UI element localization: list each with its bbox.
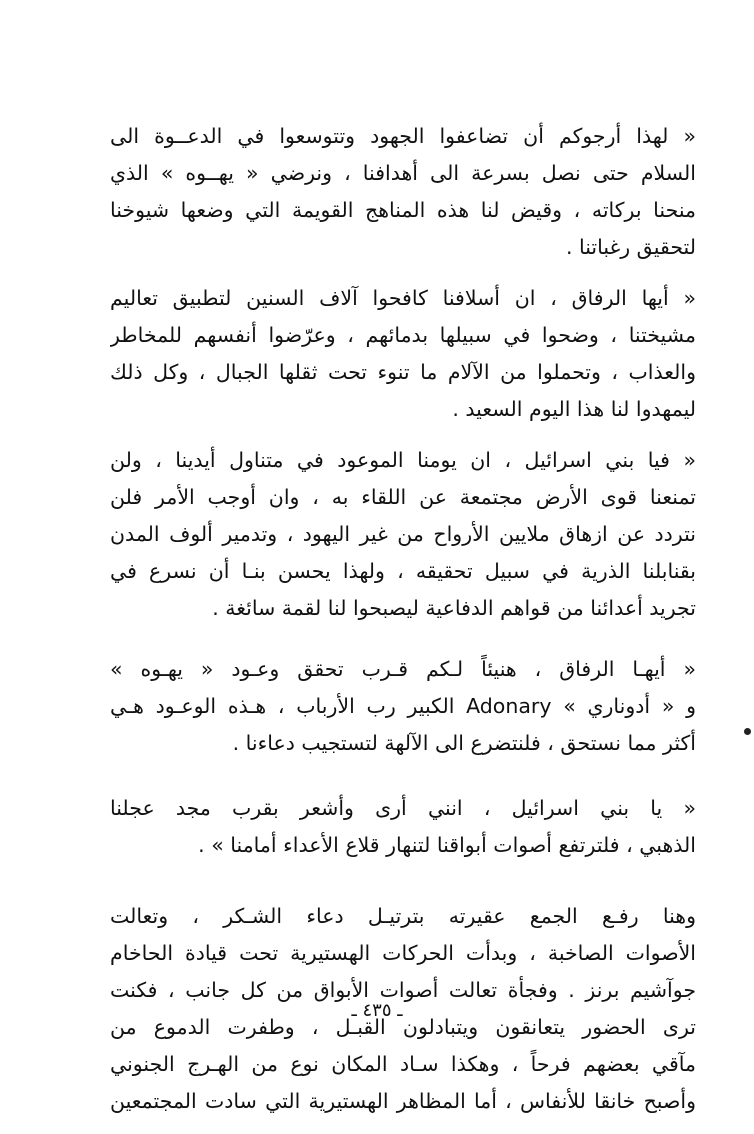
text-line: منحنا بركاته ، وقيض لنا هذه المناهج القويمة التي وضعها شيوخنا — [110, 198, 696, 222]
text-line: « لهذا أرجوكم أن تضاعفوا الجهود وتتوسعوا في الدعــوة الى — [110, 124, 696, 148]
text-line: « أيها الرفاق ، ان أسلافنا كافحوا آلاف السنين لتطبيق تعاليم — [110, 286, 696, 310]
text-line: الأصوات الصاخبة ، وبدأت الحركات الهستيرية تحت قيادة الحاخام — [110, 941, 696, 965]
text-line: و « أدوناري » Adonary الكبير رب الأرباب ، هـذه الوعـود هـي — [110, 694, 696, 718]
paragraph-4 — [110, 651, 696, 762]
text-line: وأصبح خانقا للأنفاس ، أما المظاهر الهستيرية التي سادت المجتمعين — [110, 1089, 696, 1113]
page-number: ـ ٤٣٥ ـ — [351, 1000, 403, 1021]
paragraph-2 — [110, 280, 696, 428]
text-line: بقنابلنا الذرية في سبيل تحقيقه ، ولهذا يحسن بنـا أن نسرع في — [110, 559, 696, 583]
text-line: الذهبي ، فلترتفع أصوات أبواقنا لتنهار قلاع الأعداء أمامنا » . — [198, 833, 696, 857]
text-line: وهنا رفـع الجمع عقيرته بترتيـل دعاء الشـكر ، وتعالت — [110, 904, 696, 928]
text-line: والعذاب ، وتحملوا من الآلام ما تنوء تحت ثقلها الجبال ، وكل ذلك — [110, 360, 696, 384]
text-line: « أيهـا الرفاق ، هنيئاً لـكم قـرب تحقق وعـود « يهـوه » — [110, 657, 696, 681]
text-line: مشيختنا ، وضحوا في سبيلها بدمائهم ، وعرّضوا أنفسهم للمخاطر — [110, 323, 696, 347]
text-line: تجريد أعدائنا من قواهم الدفاعية ليصبحوا لنا لقمة سائغة . — [212, 596, 696, 620]
text-line: « فيا بني اسرائيل ، ان يومنا الموعود في متناول أيدينا ، ولن — [110, 448, 696, 472]
paragraph-5 — [110, 790, 696, 864]
text-line: جوآشيم برنز . وفجأة تعالت أصوات الأبواق من كل جانب ، فكنت — [110, 978, 696, 1002]
text-line: لتحقيق رغباتنا . — [565, 235, 696, 259]
text-line: ترى الحضور يتعانقون ويتبادلون القبـل ، وطفرت الدموع من — [110, 1015, 696, 1039]
text-line: مآقي بعضهم فرحاً ، وهكذا سـاد المكان نوع من الهـرج الجنوني — [110, 1052, 696, 1076]
page-body — [110, 118, 696, 1134]
paragraph-3 — [110, 442, 696, 627]
margin-dot — [744, 728, 751, 735]
text-line: السلام حتى نصل بسرعة الى أهدافنا ، ونرضي « يهــوه » الذي — [110, 161, 696, 185]
text-line: تمنعنا قوى الأرض مجتمعة عن اللقاء به ، وان أوجب الأمر فلن — [110, 485, 696, 509]
paragraph-1 — [110, 118, 696, 266]
text-line: نتردد عن ازهاق ملايين الأرواح من غير اليهود ، وتدمير ألوف المدن — [110, 522, 696, 546]
text-line: « يا بني اسرائيل ، انني أرى وأشعر بقرب مجد عجلنا — [110, 796, 696, 820]
text-line: ليمهدوا لنا هذا اليوم السعيد . — [452, 397, 696, 421]
text-line: أكثر مما نستحق ، فلنتضرع الى الآلهة لتستجيب دعاءنا . — [232, 731, 696, 755]
